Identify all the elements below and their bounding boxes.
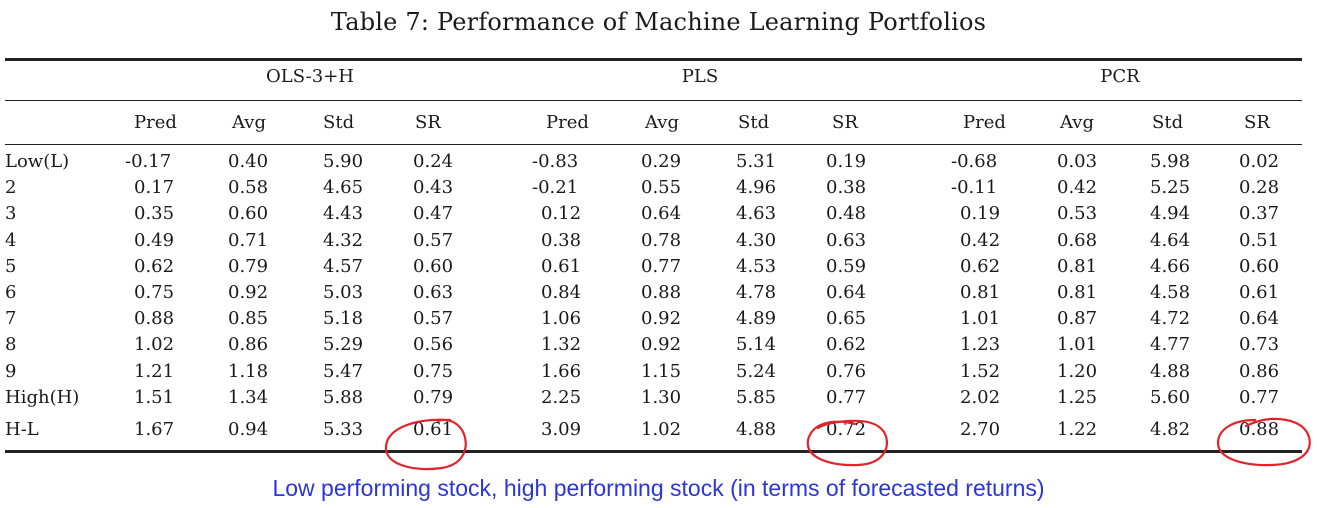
table-cell: 4.63 [736,203,777,225]
table-cell: 0.63 [413,282,454,303]
table-cell: 4.72 [1150,308,1191,330]
table-cell: 1.22 [1057,419,1098,440]
table-cell: 5.18 [323,308,364,330]
col-header-sr: SR [832,112,858,133]
table-cell: 5.88 [323,386,364,408]
table-cell: 5.29 [323,334,364,356]
table-cell: -0.11 [951,177,998,199]
table-cell: 0.61 [541,255,582,277]
table-row [0,306,1297,332]
table-cell: 0.62 [134,255,175,277]
table-cell: 0.84 [541,282,582,303]
table-cell: 0.61 [413,419,454,440]
table-cell: 0.75 [134,282,175,303]
table-cell: 5.98 [1150,151,1191,172]
table-cell: 0.62 [826,334,867,356]
col-header-avg: Avg [645,112,679,133]
top-rule [5,58,1302,61]
table-cell: 0.92 [641,334,682,356]
table-cell: 1.34 [228,386,269,408]
table-row [0,149,1297,175]
table-cell: 0.86 [1239,360,1280,382]
table-cell: 4.77 [1150,334,1191,356]
table-cell: 1.02 [641,419,682,440]
table-cell: 0.60 [228,203,269,225]
col-header-avg: Avg [232,112,266,133]
table-cell: 0.38 [826,177,867,199]
table-cell: 1.66 [541,360,582,382]
table-cell: 5.31 [736,151,777,172]
table-cell: 4.30 [736,229,777,251]
table-cell: 1.51 [134,386,175,408]
col-header-avg: Avg [1060,112,1094,133]
table-cell: 0.03 [1057,151,1098,172]
table-cell: 0.57 [413,308,454,330]
col-header-std: Std [323,112,355,133]
table-cell: 1.25 [1057,386,1098,408]
row-label: 6 [5,282,17,303]
table-cell: 4.66 [1150,255,1191,277]
table-cell: -0.17 [125,151,172,172]
table-cell: 0.51 [1239,229,1280,251]
table-cell: 0.73 [1239,334,1280,356]
table-cell: 2.02 [960,386,1001,408]
group-rule [5,100,1302,101]
row-label: 5 [5,255,17,277]
table-cell: 0.19 [960,203,1001,225]
table-cell: 0.79 [228,255,269,277]
row-label: 8 [5,334,17,356]
table-cell: 0.81 [1057,255,1098,277]
table-cell: 0.85 [228,308,269,330]
table-row [0,228,1297,254]
table-cell: 0.68 [1057,229,1098,251]
table-cell: 1.20 [1057,360,1098,382]
table-cell: 4.65 [323,177,364,199]
table-cell: 0.57 [413,229,454,251]
table-row [0,359,1297,385]
table-cell: 0.88 [1239,419,1280,440]
table-cell: 0.37 [1239,203,1280,225]
table-cell: 4.88 [736,419,777,440]
table-cell: 0.86 [228,334,269,356]
table-cell: 0.43 [413,177,454,199]
table-cell: 0.87 [1057,308,1098,330]
row-label: 4 [5,229,17,251]
table-cell: 1.06 [541,308,582,330]
table-cell: 0.19 [826,151,867,172]
table-cell: 0.92 [641,308,682,330]
table-cell: 1.30 [641,386,682,408]
annotation-caption: Low performing stock, high performing stock (in terms of forecasted returns) [272,475,1045,501]
table-row [0,254,1297,280]
table-cell: -0.21 [532,177,579,199]
table-cell: 0.81 [960,282,1001,303]
table-cell: 0.59 [826,255,867,277]
table-cell: -0.83 [532,151,579,172]
table-cell: 0.55 [641,177,682,199]
group-header-pls: PLS [681,66,719,87]
table-cell: 4.82 [1150,419,1191,440]
table-cell: 1.21 [134,360,175,382]
table-cell: 0.63 [826,229,867,251]
table-cell: 0.64 [826,282,867,303]
group-header-ols: OLS-3+H [265,66,354,87]
table-cell: 4.88 [1150,360,1191,382]
table-row [0,280,1297,306]
col-header-sr: SR [1244,112,1270,133]
table-cell: 1.23 [960,334,1001,356]
table-cell: 5.24 [736,360,777,382]
row-label: 3 [5,203,17,225]
table-cell: 0.81 [1057,282,1098,303]
table-cell: 1.18 [228,360,269,382]
table-cell: 0.38 [541,229,582,251]
group-header-pcr: PCR [1100,66,1140,87]
table-cell: 5.03 [323,282,364,303]
header-rule [5,144,1302,145]
table-cell: 4.57 [323,255,364,277]
row-label: 7 [5,308,17,330]
table-cell: 1.32 [541,334,582,356]
table-cell: 0.88 [134,308,175,330]
table-cell: 1.67 [134,419,175,440]
table-cell: 5.90 [323,151,364,172]
table-cell: 0.12 [541,203,582,225]
table-cell: 0.42 [960,229,1001,251]
table-cell: 0.78 [641,229,682,251]
table-cell: 1.52 [960,360,1001,382]
table-cell: 0.75 [413,360,454,382]
table-cell: 5.85 [736,386,777,408]
table-cell: 0.40 [228,151,269,172]
table-cell: 0.62 [960,255,1001,277]
table-cell: 0.77 [641,255,682,277]
table-cell: 4.64 [1150,229,1191,251]
col-header-pred: Pred [963,112,1006,133]
row-label: High(H) [5,386,80,408]
table-cell: 4.78 [736,282,777,303]
table-cell: 4.53 [736,255,777,277]
table-cell: 0.42 [1057,177,1098,199]
table-cell: 5.60 [1150,386,1191,408]
table-cell: 0.53 [1057,203,1098,225]
table-cell: 0.76 [826,360,867,382]
table-cell: 4.32 [323,229,364,251]
table-cell: 4.89 [736,308,777,330]
table-row [0,201,1297,227]
table-cell: 1.01 [960,308,1001,330]
table-cell: 0.28 [1239,177,1280,199]
row-label: H-L [5,419,39,440]
table-cell: 0.94 [228,419,269,440]
col-header-pred: Pred [134,112,177,133]
row-label: Low(L) [5,151,70,172]
table-cell: 0.24 [413,151,454,172]
table-row [0,417,1297,443]
table-cell: 0.60 [413,255,454,277]
table-cell: 0.61 [1239,282,1280,303]
table-row [0,332,1297,358]
table-cell: 0.02 [1239,151,1280,172]
table-cell: 5.33 [323,419,364,440]
table-cell: 0.17 [134,177,175,199]
table-row [0,175,1297,201]
table-cell: 1.02 [134,334,175,356]
table-cell: 0.79 [413,386,454,408]
table-cell: 0.72 [826,419,867,440]
table-cell: 1.01 [1057,334,1098,356]
table-cell: 0.49 [134,229,175,251]
table-cell: 4.96 [736,177,777,199]
table-cell: 2.25 [541,386,582,408]
table-cell: 3.09 [541,419,582,440]
col-header-sr: SR [415,112,441,133]
row-label: 2 [5,177,17,199]
table-cell: 5.14 [736,334,777,356]
row-label: 9 [5,360,17,382]
table-cell: 0.77 [826,386,867,408]
table-cell: 5.25 [1150,177,1191,199]
table-row [0,385,1297,411]
col-header-std: Std [1152,112,1184,133]
table-title: Table 7: Performance of Machine Learning Portfolios [330,8,987,36]
table-cell: 0.88 [641,282,682,303]
table-cell: 4.58 [1150,282,1191,303]
table-cell: 0.29 [641,151,682,172]
table-cell: 5.47 [323,360,364,382]
table-cell: 0.56 [413,334,454,356]
bottom-rule [5,450,1302,453]
table-cell: 0.48 [826,203,867,225]
col-header-std: Std [738,112,770,133]
table-cell: 0.65 [826,308,867,330]
table-cell: 0.71 [228,229,269,251]
table-cell: 1.15 [641,360,682,382]
table-cell: 4.94 [1150,203,1191,225]
table-cell: 0.47 [413,203,454,225]
table-cell: 0.58 [228,177,269,199]
table-cell: 0.64 [1239,308,1280,330]
table-cell: 4.43 [323,203,364,225]
table-cell: 0.64 [641,203,682,225]
col-header-pred: Pred [546,112,589,133]
table-cell: -0.68 [951,151,998,172]
table-cell: 0.60 [1239,255,1280,277]
table-cell: 0.77 [1239,386,1280,408]
table-cell: 2.70 [960,419,1001,440]
table-cell: 0.35 [134,203,175,225]
table-cell: 0.92 [228,282,269,303]
